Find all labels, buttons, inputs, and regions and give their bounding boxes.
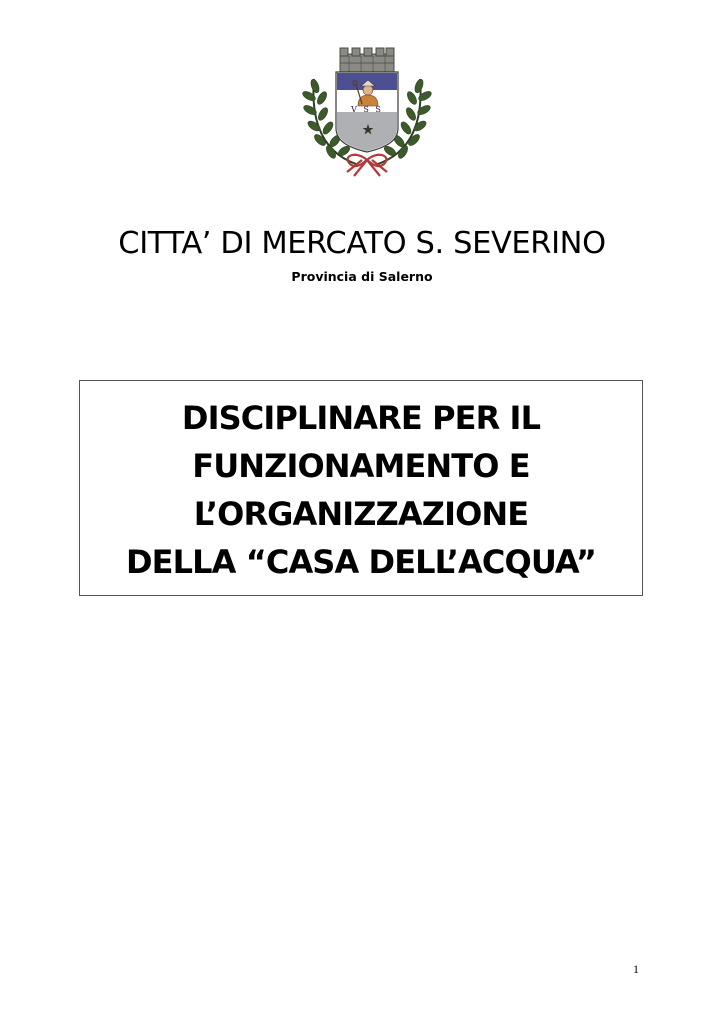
- province-subtitle: Provincia di Salerno: [291, 269, 433, 284]
- city-title: CITTA’ DI MERCATO S. SEVERINO: [118, 226, 606, 261]
- svg-text:V S S: V S S: [351, 105, 383, 114]
- crown-icon: [340, 48, 394, 72]
- page-number: 1: [633, 962, 639, 976]
- title-line: DELLA “CASA DELL’ACQUA”: [126, 543, 596, 581]
- title-line: DISCIPLINARE PER IL: [181, 399, 541, 437]
- ribbon-icon: [347, 155, 387, 176]
- coat-of-arms: [298, 44, 436, 180]
- document-title-box: [79, 380, 643, 596]
- title-line: FUNZIONAMENTO E: [192, 447, 530, 485]
- title-line: L’ORGANIZZAZIONE: [193, 495, 529, 533]
